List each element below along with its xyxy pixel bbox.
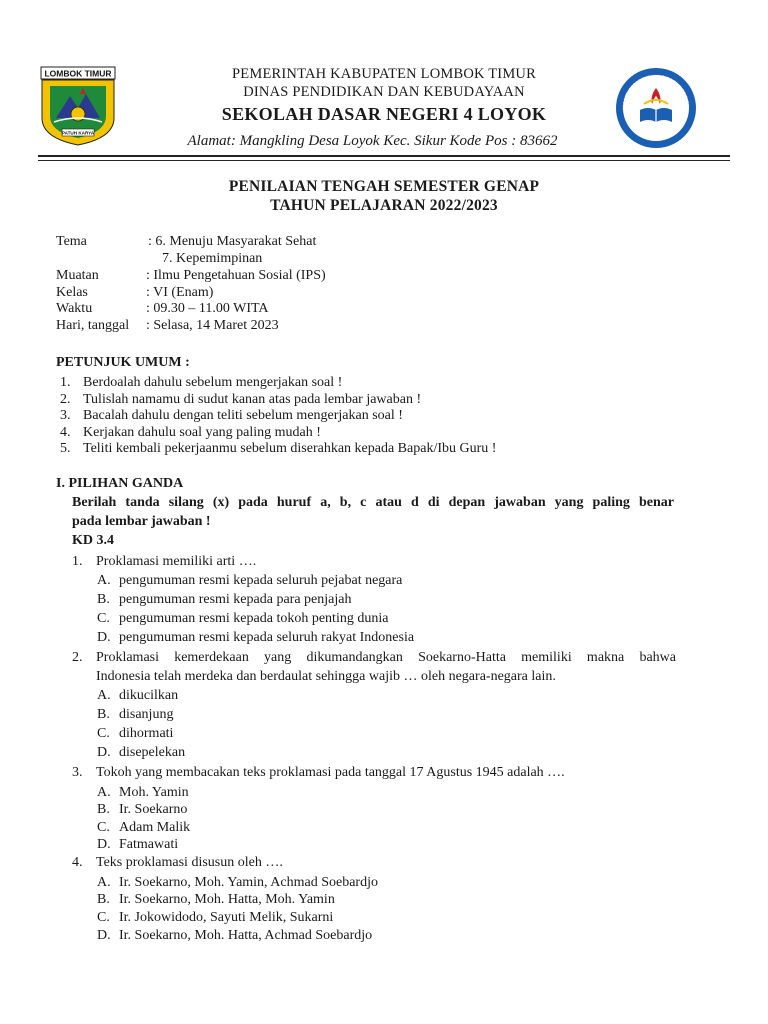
question-number: 4. <box>72 855 83 870</box>
option-text: Moh. Yamin <box>119 785 189 800</box>
option-letter: C. <box>97 910 110 925</box>
option-letter: B. <box>97 892 110 907</box>
crest-name-text: LOMBOK TIMUR <box>44 68 112 79</box>
option-text: pengumuman resmi kepada seluruh pejabat negara <box>119 573 403 588</box>
waktu-label: Waktu <box>56 301 93 316</box>
exam-title: PENILAIAN TENGAH SEMESTER GENAP <box>228 178 540 195</box>
kelas-value: : VI (Enam) <box>146 285 214 300</box>
hari-tanggal-label: Hari, tanggal <box>56 318 130 333</box>
option-letter: C. <box>97 726 110 741</box>
tema-value-2: 7. Kepemimpinan <box>162 251 263 266</box>
question-text: Proklamasi kemerdekaan yang dikumandangkan Soekarno-Hatta memiliki makna bahwa <box>96 650 676 665</box>
crest-motto-text: PATUH KARYA <box>61 130 95 136</box>
petunjuk-number: 3. <box>60 408 71 423</box>
option-text: Ir. Soekarno, Moh. Yamin, Achmad Soebardjo <box>119 875 378 890</box>
section-instruction-line-2: pada lembar jawaban ! <box>72 514 211 529</box>
petunjuk-number: 4. <box>60 425 71 440</box>
question-number: 2. <box>72 650 83 665</box>
option-letter: C. <box>97 611 110 626</box>
tema-label: Tema <box>56 234 87 249</box>
department-name: DINAS PENDIDIKAN DAN KEBUDAYAAN <box>243 84 525 100</box>
option-letter: D. <box>97 928 111 943</box>
header-divider-thin <box>38 160 730 161</box>
option-text: Ir. Soekarno <box>119 802 188 817</box>
section-instruction-line-1: Berilah tanda silang (x) pada huruf a, b, c atau d di depan jawaban yang paling benar <box>72 495 674 510</box>
option-letter: B. <box>97 707 110 722</box>
option-letter: B. <box>97 802 110 817</box>
question-text: Teks proklamasi disusun oleh …. <box>96 855 283 870</box>
school-name: SEKOLAH DASAR NEGERI 4 LOYOK <box>221 104 547 124</box>
option-letter: A. <box>97 688 111 703</box>
option-letter: A. <box>97 785 111 800</box>
government-name: PEMERINTAH KABUPATEN LOMBOK TIMUR <box>232 66 536 82</box>
option-letter: C. <box>97 820 110 835</box>
petunjuk-text: Teliti kembali pekerjaanmu sebelum diserahkan kepada Bapak/Ibu Guru ! <box>83 441 497 456</box>
option-letter: D. <box>97 745 111 760</box>
option-text: disanjung <box>119 707 174 722</box>
option-text: pengumuman resmi kepada seluruh rakyat Indonesia <box>119 630 415 645</box>
kelas-label: Kelas <box>56 285 88 300</box>
school-address: Alamat: Mangkling Desa Loyok Kec. Sikur Kode Pos : 83662 <box>187 133 558 149</box>
petunjuk-text: Bacalah dahulu dengan teliti sebelum mengerjakan soal ! <box>83 408 403 423</box>
option-letter: D. <box>97 630 111 645</box>
logo-motto-text: TUT WURI HANDAYAN <box>620 72 692 110</box>
option-letter: A. <box>97 573 111 588</box>
petunjuk-number: 2. <box>60 392 71 407</box>
question-text: Proklamasi memiliki arti …. <box>96 554 257 569</box>
option-letter: B. <box>97 592 110 607</box>
option-text: Fatmawati <box>119 837 179 852</box>
question-number: 3. <box>72 765 83 780</box>
option-text: pengumuman resmi kepada para penjajah <box>119 592 352 607</box>
option-text: Ir. Soekarno, Moh. Hatta, Achmad Soebardjo <box>119 928 373 943</box>
academic-year-title: TAHUN PELAJARAN 2022/2023 <box>270 197 498 214</box>
option-text: pengumuman resmi kepada tokoh penting dunia <box>119 611 389 626</box>
tema-value-1: : 6. Menuju Masyarakat Sehat <box>148 234 317 249</box>
muatan-value: : Ilmu Pengetahuan Sosial (IPS) <box>146 268 326 283</box>
option-text: disepelekan <box>119 745 186 760</box>
petunjuk-heading: PETUNJUK UMUM : <box>56 355 190 370</box>
petunjuk-number: 5. <box>60 441 71 456</box>
kd-label: KD 3.4 <box>72 533 114 548</box>
section-heading: I. PILIHAN GANDA <box>56 476 184 491</box>
question-text: Tokoh yang membacakan teks proklamasi pada tanggal 17 Agustus 1945 adalah …. <box>96 765 565 780</box>
petunjuk-text: Berdoalah dahulu sebelum mengerjakan soal ! <box>83 375 343 390</box>
option-text: Ir. Soekarno, Moh. Hatta, Moh. Yamin <box>119 892 335 907</box>
petunjuk-text: Tulislah namamu di sudut kanan atas pada lembar jawaban ! <box>83 392 422 407</box>
petunjuk-text: Kerjakan dahulu soal yang paling mudah ! <box>83 425 321 440</box>
option-text: dikucilkan <box>119 688 179 703</box>
hari-tanggal-value: : Selasa, 14 Maret 2023 <box>146 318 279 333</box>
waktu-value: : 09.30 – 11.00 WITA <box>146 301 269 316</box>
question-text-continued: Indonesia telah merdeka dan berdaulat sehingga wajib … oleh negara-negara lain. <box>96 669 556 684</box>
option-text: Ir. Jokowidodo, Sayuti Melik, Sukarni <box>119 910 334 925</box>
option-letter: A. <box>97 875 111 890</box>
petunjuk-number: 1. <box>60 375 71 390</box>
option-letter: D. <box>97 837 111 852</box>
option-text: dihormati <box>119 726 174 741</box>
question-number: 1. <box>72 554 83 569</box>
muatan-label: Muatan <box>56 268 99 283</box>
header-divider-thick <box>38 155 730 157</box>
option-text: Adam Malik <box>119 820 191 835</box>
